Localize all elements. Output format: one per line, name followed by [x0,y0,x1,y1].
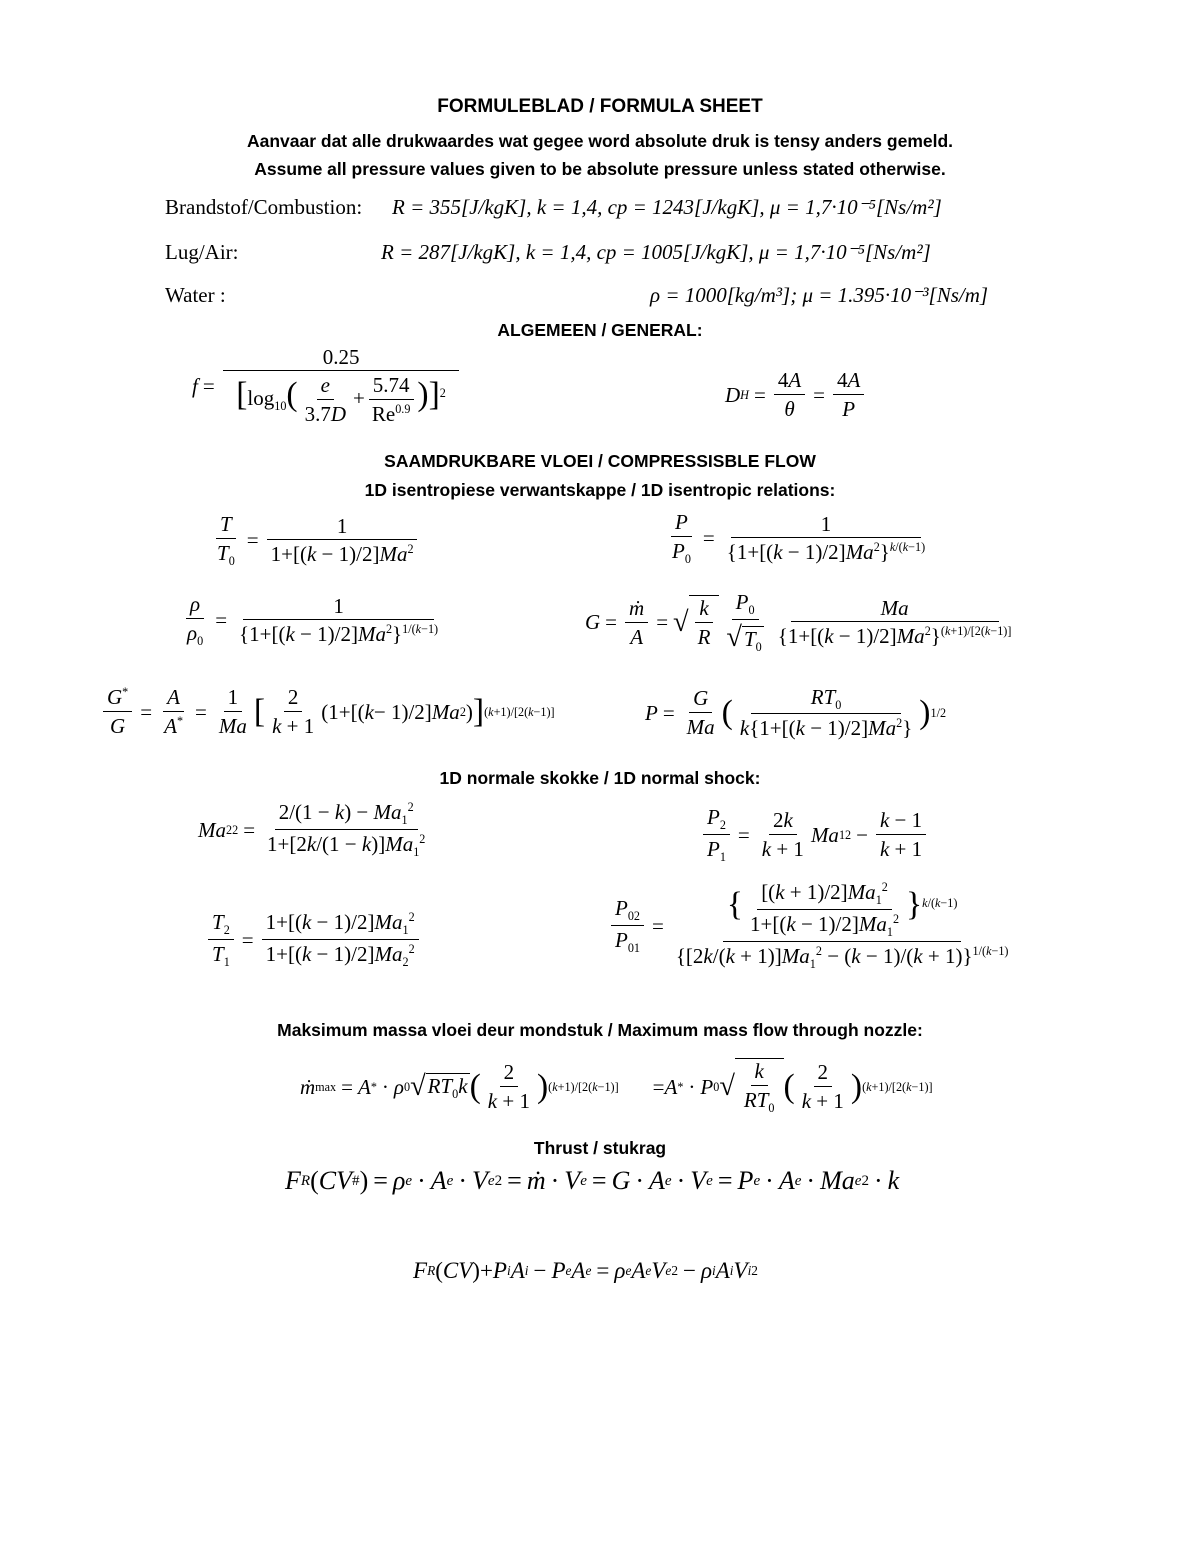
air-label: Lug/Air: [165,240,239,264]
air-values: R = 287[J/kgK], k = 1,4, cp = 1005[J/kgK], μ = 1,7·10⁻⁵[Ns/m²] [381,240,931,264]
isentropic-heading: 1D isentropiese verwantskappe / 1D isentropic relations: [364,480,836,500]
stagnation-pressure-ratio-equation: $\frac{P_{02}}{P_{01}}$ = { $\frac{[(k + 1)/2]Ma_1^2}{1+[(k - 1)/2]Ma_1^2}$ }$^{k/(k-1)}$ $\{[2k/(k + 1)]Ma_1^2 - (k - 1)/(k + 1)\}^{1/(k-1)}$ [608,880,1015,973]
note-english: Assume all pressure values given to be absolute pressure unless stated otherwise. [254,159,946,179]
general-heading: ALGEMEEN / GENERAL: [497,320,703,340]
max-mass-flow-heading: Maksimum massa vloei deur mondstuk / Maximum mass flow through nozzle: [277,1020,923,1040]
combustion-values: R = 355[J/kgK], k = 1,4, cp = 1243[J/kgK], μ = 1,7·10⁻⁵[Ns/m²] [392,195,942,219]
mass-flux-equation: G = $\frac{\text{ṁ}}{A}$ = √ $\frac{k}{R}$ $P_0$ $√T_0$ Ma $\{1+[(k - 1)/2]Ma^2\}^{(k+1)/[2(k-1)]}$ [585,590,1012,655]
water-values: ρ = 1000[kg/m³]; μ = 1.395·10⁻³[Ns/m] [650,283,989,307]
thrust-equation: F R ( CV # ) = ρ e · A e · V e 2 = ṁ · V e = G · A e · V e = P e · A e · Ma e 2 · k [285,1166,900,1195]
thrust-heading: Thrust / stukrag [533,1138,667,1158]
pressure-from-mass-flux-equation: P = $\frac{G}{Ma}$ ( $RT_0$ $k\{1+[(k - 1)/2]Ma^2\}$ ) 1/2 [645,685,947,741]
shock-pressure-ratio-equation: $\frac{P_2}{P_1}$ = $\frac{2k}{k + 1}$ Ma 1 2 − $\frac{k - 1}{k + 1}$ [700,805,929,865]
compressible-heading: SAAMDRUKBARE VLOEI / COMPRESSISBLE FLOW [384,451,816,471]
water-label: Water : [165,283,226,307]
critical-area-ratio-equation: $\frac{G^*}{G}$ = $\frac{A}{A^*}$ = $\frac{1}{Ma}$ [ 2 k + 1 (1+[( k − 1)/2] Ma 2 ) ] (k+1)/[2(k−1)] [100,685,555,739]
hydraulic-diameter-equation: D H = $\frac{4A}{\theta}$ = $\frac{4A}{P}$ [725,368,867,422]
combustion-label: Brandstof/Combustion: [165,195,363,219]
density-ratio-equation: $\frac{\rho}{\rho_0}$ = $\frac{1}{\{1+[(k - 1)/2]Ma^2\}^{1/(k-1)}}$ [187,592,439,649]
page-title: FORMULEBLAD / FORMULA SHEET [437,96,763,117]
temperature-ratio-equation: $\frac{T}{T_0}$ = $\frac{1}{1+[(k - 1)/2]Ma^2}$ [210,512,421,569]
momentum-balance-equation: F R ( CV )+ P i A i − P e A e = ρ e A e V e 2 − ρ i A i V i 2 [413,1258,758,1283]
friction-factor-equation: f = 0.25 [$\log_{10}$( $\frac{e}{3.7D}$ + $\frac{5.74}{Re^{0.9}}$ )]$^2$ [192,345,462,427]
note-afrikaans: Aanvaar dat alle drukwaardes wat gegee word absolute druk is tensy anders gemeld. [246,131,954,151]
shock-temperature-ratio-equation: $\frac{T_2}{T_1}$ = $\frac{1+[(k - 1)/2]Ma_1^2}{1+[(k - 1)/2]Ma_2^2}$ [205,910,422,970]
pressure-ratio-equation: $\frac{P}{P_0}$ = $\frac{1}{\{1+[(k - 1)/2]Ma^2\}^{k/(k-1)}}$ [672,510,926,567]
downstream-mach-equation: Ma 2 2 = $\frac{2/(1 - k) - Ma_1^2}{1+[2k/(1 - k)]Ma_1^2}$ [198,800,426,860]
normal-shock-heading: 1D normale skokke / 1D normal shock: [439,768,761,788]
max-mass-flow-equation: ṁ max = A * · ρ 0 √ $RT_0k$ ( 2 k + 1 ) (k+1)/[2(k−1)] = A * · P 0 √ $\frac{k}{RT_0}$ ( 2 k + 1 ) (k+1)/[2(k−1)] [300,1059,933,1116]
